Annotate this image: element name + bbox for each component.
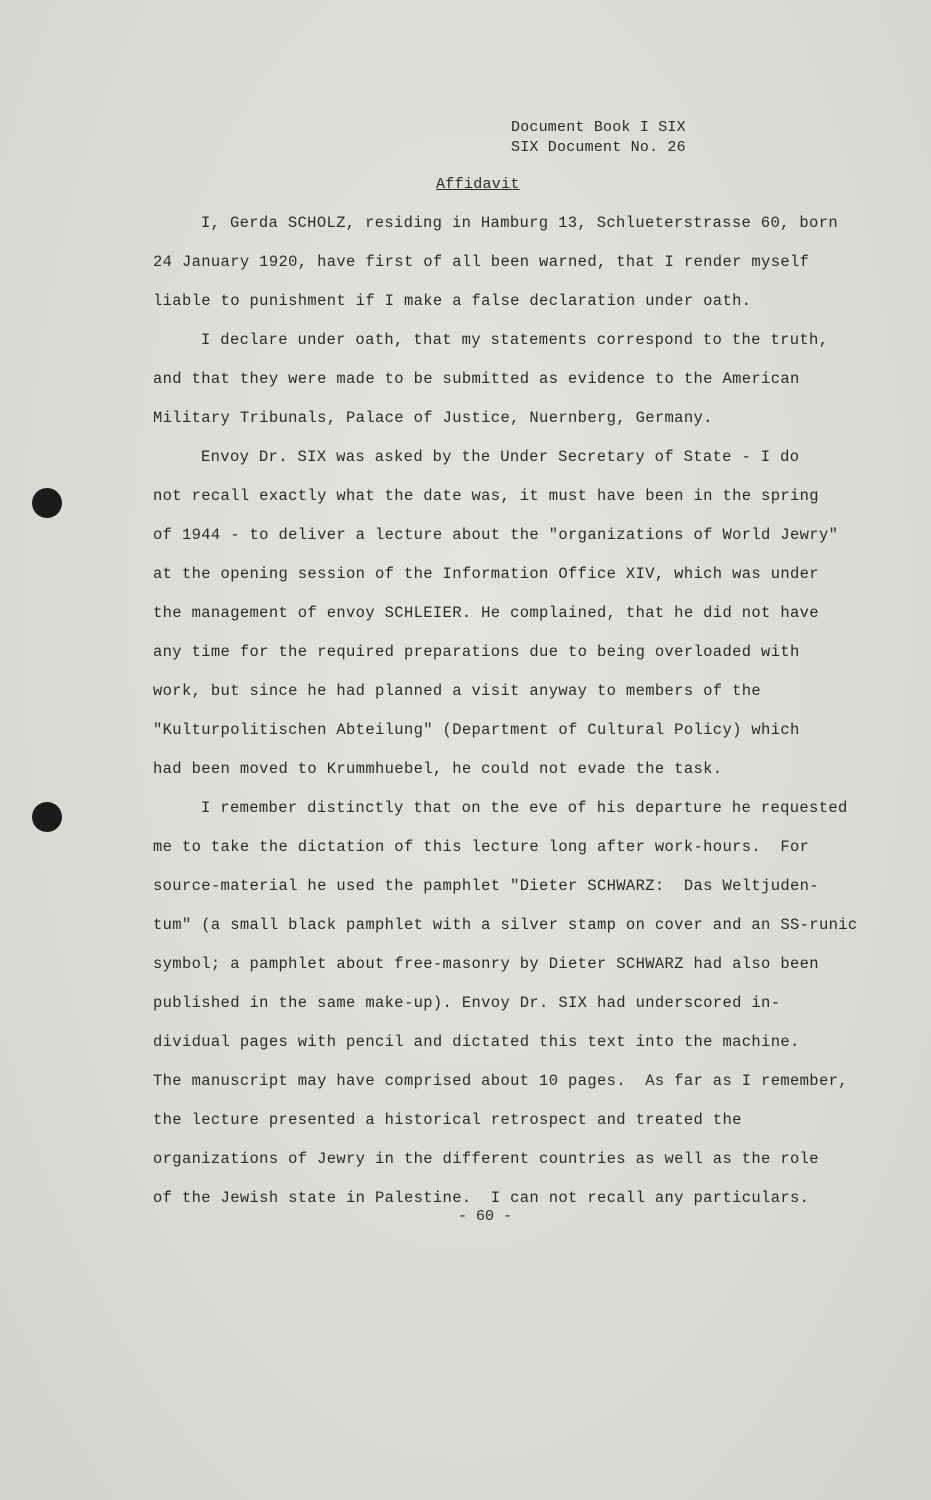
text-line: the lecture presented a historical retrospect and treated the	[153, 1111, 742, 1129]
text-line: at the opening session of the Information Office XIV, which was under	[153, 565, 819, 583]
document-number-line: SIX Document No. 26	[511, 139, 686, 156]
text-line: published in the same make-up). Envoy Dr. SIX had underscored in-	[153, 994, 781, 1012]
document-reference	[511, 118, 686, 158]
page-number: - 60 -	[458, 1208, 513, 1225]
text-line: I remember distinctly that on the eve of his departure he requested	[201, 799, 848, 817]
document-title: Affidavit	[436, 176, 520, 193]
text-line: The manuscript may have comprised about 10 pages. As far as I remember,	[153, 1072, 848, 1090]
punch-hole	[32, 488, 62, 518]
text-line: had been moved to Krummhuebel, he could not evade the task.	[153, 760, 723, 778]
text-line: and that they were made to be submitted as evidence to the American	[153, 370, 800, 388]
text-line: Military Tribunals, Palace of Justice, Nuernberg, Germany.	[153, 409, 713, 427]
text-line: organizations of Jewry in the different countries as well as the role	[153, 1150, 819, 1168]
text-line: dividual pages with pencil and dictated this text into the machine.	[153, 1033, 800, 1051]
text-line: 24 January 1920, have first of all been warned, that I render myself	[153, 253, 810, 271]
text-line: any time for the required preparations due to being overloaded with	[153, 643, 800, 661]
punch-hole	[32, 802, 62, 832]
text-line: "Kulturpolitischen Abteilung" (Department of Cultural Policy) which	[153, 721, 800, 739]
text-line: the management of envoy SCHLEIER. He complained, that he did not have	[153, 604, 819, 622]
text-line: I, Gerda SCHOLZ, residing in Hamburg 13, Schlueterstrasse 60, born	[201, 214, 838, 232]
text-line: of the Jewish state in Palestine. I can not recall any particulars.	[153, 1189, 810, 1207]
text-line: Envoy Dr. SIX was asked by the Under Secretary of State - I do	[201, 448, 800, 466]
text-line: of 1944 - to deliver a lecture about the "organizations of World Jewry"	[153, 526, 839, 544]
text-line: tum" (a small black pamphlet with a silver stamp on cover and an SS-runic	[153, 916, 858, 934]
text-line: symbol; a pamphlet about free-masonry by Dieter SCHWARZ had also been	[153, 955, 819, 973]
text-line: me to take the dictation of this lecture long after work-hours. For	[153, 838, 810, 856]
text-line: not recall exactly what the date was, it must have been in the spring	[153, 487, 819, 505]
document-book-line: Document Book I SIX	[511, 119, 686, 136]
text-line: work, but since he had planned a visit anyway to members of the	[153, 682, 762, 700]
text-line: liable to punishment if I make a false declaration under oath.	[153, 292, 752, 310]
text-line: I declare under oath, that my statements correspond to the truth,	[201, 331, 829, 349]
text-line: source-material he used the pamphlet "Dieter SCHWARZ: Das Weltjuden-	[153, 877, 819, 895]
